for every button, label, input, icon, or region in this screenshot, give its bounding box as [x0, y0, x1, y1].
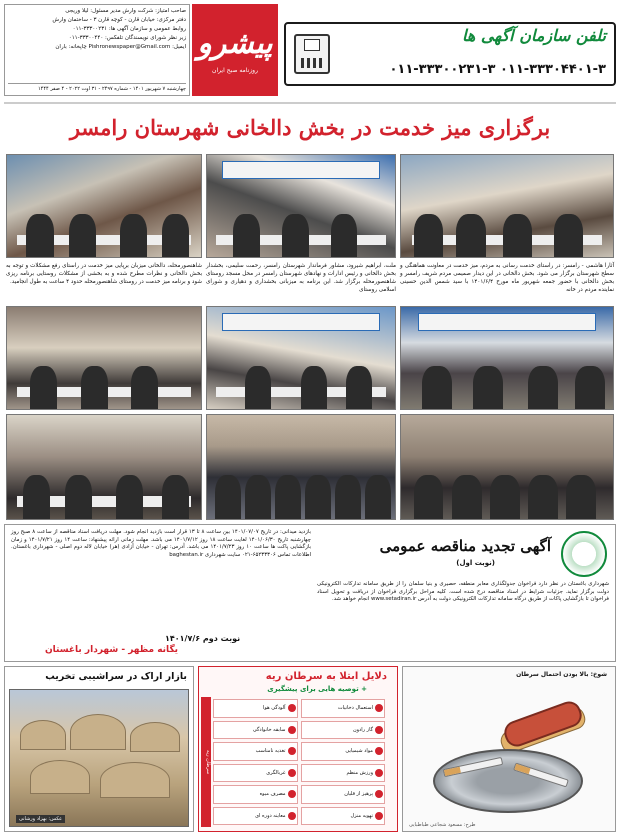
list-item: غربالگری [213, 764, 298, 783]
logo-text: پیشرو [197, 26, 273, 61]
infographic-title: دلایل ابتلا به سرطان ریه [265, 671, 387, 682]
list-item: استعمال دخانیات [301, 699, 386, 718]
infographic-tips [213, 699, 385, 825]
logo-tagline: روزنامه صبح ایران [212, 67, 258, 74]
tender-date: نوبت دوم ۱۴۰۱/۷/۶ [165, 634, 241, 643]
ad-contact-phones: ۰۱۱-۳۳۳۰۰۲۳۱-۳ ۰۱۱-۳۳۳۰۴۴۰۱-۳ [389, 62, 606, 77]
bazaar-article [4, 666, 194, 832]
masthead-line: ایمیل: Pishronewspaper@Gmail.com چاپخانه: باران [55, 44, 186, 50]
bazaar-photo [9, 689, 189, 827]
tender-advertisement [4, 524, 616, 662]
masthead-line: صاحب امتیاز: شرکت وارش مدیر مسئول: لیلا وریجی [65, 8, 186, 14]
masthead-line: دفتر مرکزی: خیابان قارن - کوچه قارن ۳ - ساختمان وارش [52, 17, 186, 23]
caption-center: ملت، ابراهیم شیرود، مشاور فرماندار شهرستان رامسر، رحمت سلیمی، بخشدار بخش دالخانی و رئیس ادارات و نهادهای شهرستان رامسر در محل مسجد روستای شاهنصورمحله برگزار شد. این برنامه به میزبانی بخشداری و دهیاری و شورای اسلامی روستای [206, 263, 396, 293]
masthead-line: روابط عمومی و سازمان آگهی ها: ۳۳۳۰۰۲۳۱-۰۱۱ [72, 26, 186, 32]
list-item: پرهیز از قلیان [301, 785, 386, 804]
lung-icon [288, 704, 296, 712]
tender-body-left: بازدید میدانی: در تاریخ ۱۴۰۱/۰۷/۰۷ بین ساعت ۸ تا ۱۳ قرار است بازدید انجام شود. مهلت دریافت اسناد مناقصه از ساعت ۸ صبح روز چهارشنبه تاریخ ۱۴۰۱/۰۶/۳۰ لغایت ساعت ۱۸ روز ۱۴۰۱/۷/۱۲ می باشد. مهلت زمانی ارائه پیشنهاد: ساعت ۱۴ روز ۱۴۰۱/۷/۲۱ و زمان بازگشایی پاکت ها ساعت ۱۰ روز ۱۴۰۱/۷/۲۳ می باشد. آدرس: تهران - خیابان آزادی (هر) خیابان لاله دوم اصلی - شهرداری باغستان. اطلاعات تماس ۶۵۲۳۳۳۰۶-۰۲۱ سایت شهرداری baghestan.ir [11, 529, 311, 558]
news-photo [206, 306, 396, 410]
list-item: گاز رادون [301, 721, 386, 740]
caption-left: شاهنصورمحله، دالخانی میزبان برپایی میز خدمت در راستای رفع مشکلات و توجه به بخش دالخانی و نظرات مطرح شده و به بخشی از مشکلات روستایی برنامه ریزی شود و برنامه میز خدمت در روستای شاهنصورمحله حدود ۴ ساعت به طول انجامید. [6, 263, 202, 285]
ad-contact-box [284, 22, 616, 86]
news-photo [206, 414, 396, 520]
issue-dateline: چهارشنبه ۷ شهریور ۱۴۰۱ - شماره ۲۴۹۷ - ۳۱ اوت ۲۰۲۲ - ۴ صفر ۱۴۴۴ [8, 83, 186, 94]
bazaar-photo-credit: عکس: بهزاد ورشانی [16, 815, 65, 823]
news-photo [400, 414, 614, 520]
news-photo [206, 154, 396, 258]
lung-icon [375, 812, 383, 820]
masthead-info [4, 4, 190, 96]
caption-right: آثارا هاشمی - رامسر: در راستای خدمت رسانی به مردم، میز خدمت در معاونت هماهنگی و سطح شهرستان برگزار می شود. بخش دالخانی در این دیدار صمیمی مردم شریف رامسر و بخش دالخانی با حضور جمعه شهریور ماه مورخ ۱۴۰۱/۶/۴ با سید شمس الدین حسینی نماینده مردم در خانه [400, 263, 614, 293]
news-photo [400, 306, 614, 410]
bazaar-title: بازار اراک در سراشیبی تخریب [45, 671, 187, 682]
newspaper-logo [192, 4, 278, 96]
news-photo [400, 154, 614, 258]
infographic-subtitle: + توصیه هایی برای پیشگیری [267, 685, 367, 693]
lung-icon [375, 726, 383, 734]
list-item: تهویه منزل [301, 807, 386, 826]
list-item: مصرف میوه [213, 785, 298, 804]
news-photo [6, 414, 202, 520]
cartoon-credit: طرح: مسعود شجاعی طباطبایی [409, 822, 476, 828]
list-item: معاینه دوره ای [213, 807, 298, 826]
news-photo [6, 154, 202, 258]
infographic-side-label: سرطان ریه [201, 697, 211, 827]
lung-icon [288, 790, 296, 798]
lung-icon [375, 769, 383, 777]
main-headline [4, 102, 616, 150]
municipality-emblem-icon [561, 531, 607, 577]
lung-icon [375, 747, 383, 755]
list-item: تغذیه نامناسب [213, 742, 298, 761]
lung-cancer-infographic [198, 666, 398, 832]
news-photo [6, 306, 202, 410]
tender-title: آگهی تجدید مناقصه عمومی [379, 537, 551, 555]
fax-icon [294, 34, 330, 74]
lung-icon [288, 726, 296, 734]
list-item: ورزش منظم [301, 764, 386, 783]
cartoon-title: شوخ: بالا بودن احتمال سرطان [516, 671, 607, 678]
lung-icon [288, 812, 296, 820]
list-item: مواد شیمیایی [301, 742, 386, 761]
lung-icon [288, 747, 296, 755]
list-item: سابقه خانوادگی [213, 721, 298, 740]
tender-body-right: شهرداری باغستان در نظر دارد فراخوان جدولگذاری معابر منطقه، حصیری و بنیا سلمان را از طریق سامانه تدارکات الکترونیکی دولت برگزار نماید. جزئیات شرایط در اسناد مناقصه درج شده است. کلیه مراحل برگزاری فراخوان از دریافت و تحویل اسناد فراخوان تا بازگشایی پاکات از طریق درگاه سامانه تدارکات الکترونیکی دولت به آدرس www.setadiran.ir انجام خواهد شد. [317, 581, 609, 603]
lung-icon [375, 790, 383, 798]
list-item: آلودگی هوا [213, 699, 298, 718]
lung-icon [375, 704, 383, 712]
tender-subtitle: (نوبت اول) [456, 559, 495, 567]
sausage-icon [501, 698, 585, 750]
cartoon-box [402, 666, 616, 832]
ad-contact-title: تلفن سازمان آگهی ها [461, 26, 606, 45]
masthead-line: زیر نظر شورای نویسندگان تلفکس: ۳۳۳۰۰۴۴۰-۰۱۱ [68, 35, 186, 41]
headline-text: برگزاری میز خدمت در بخش دالخانی شهرستان رامسر [69, 114, 551, 140]
tender-signature: یگانه مظهر - شهردار باغستان [45, 645, 179, 655]
lung-icon [288, 769, 296, 777]
